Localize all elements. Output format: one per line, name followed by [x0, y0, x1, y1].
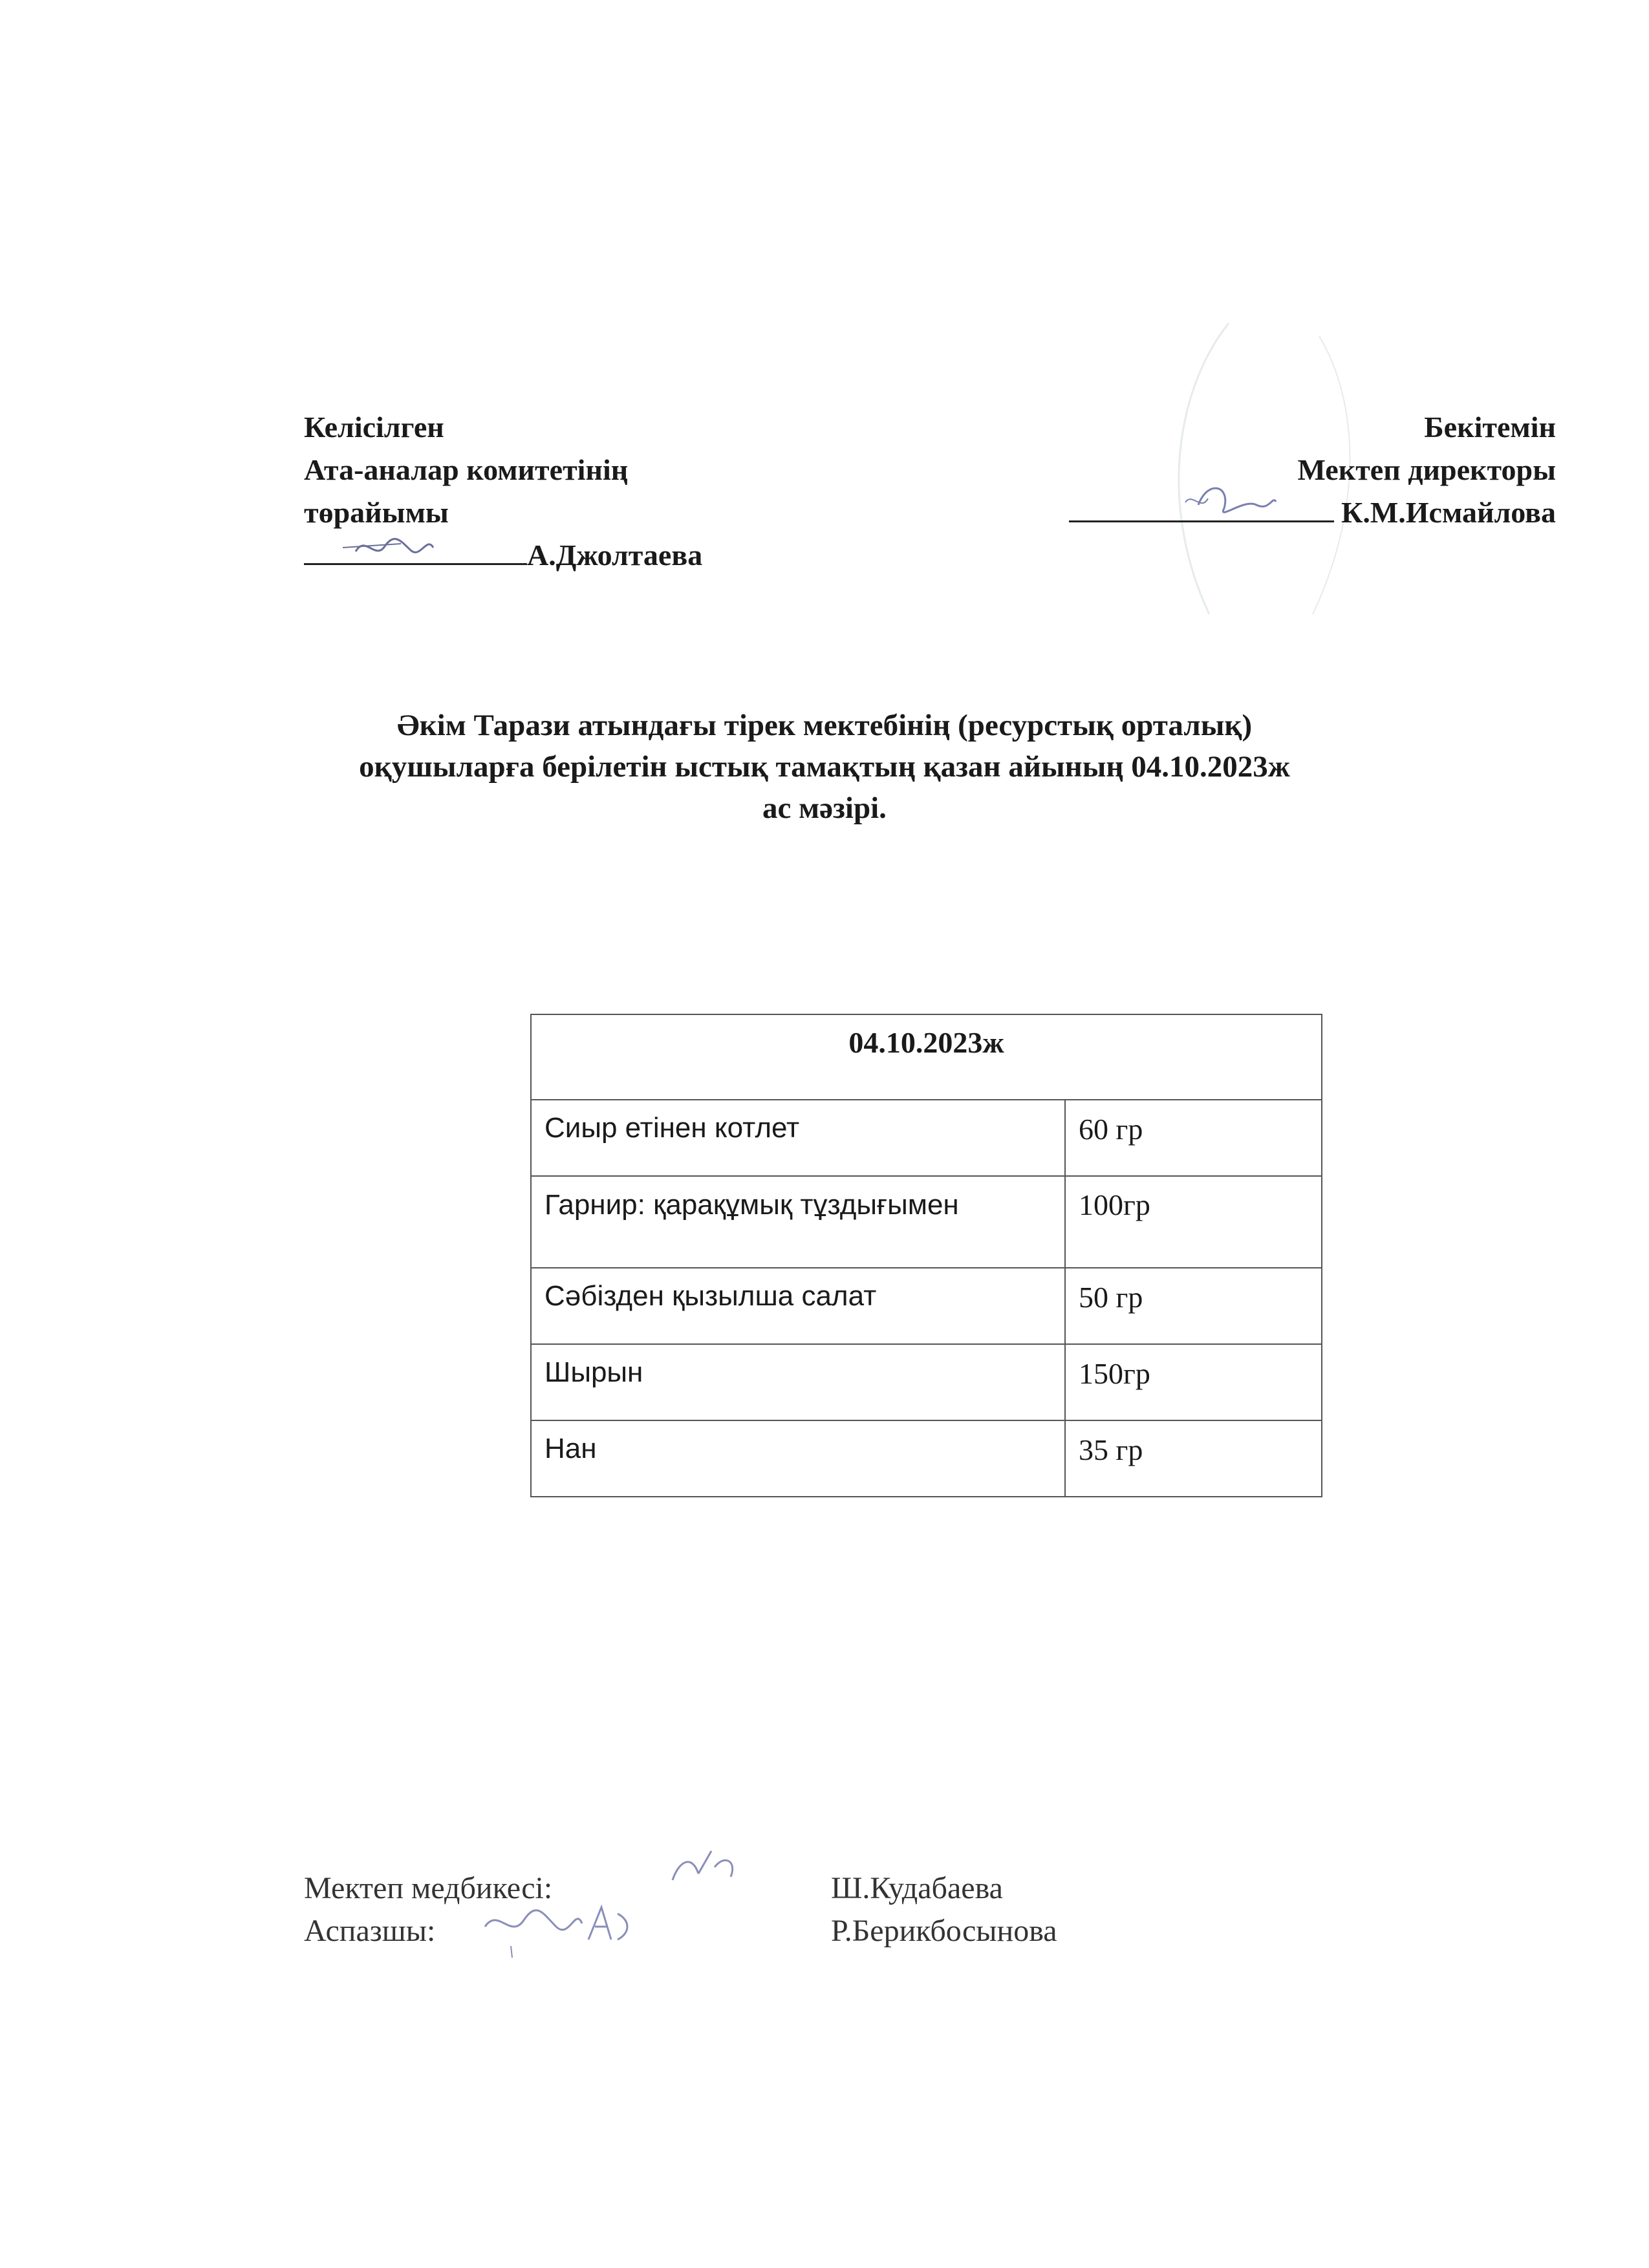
approval-right-line1: Бекітемін — [1424, 411, 1556, 444]
table-row — [531, 1100, 1322, 1176]
approval-right — [1069, 406, 1557, 534]
menu-amount: 50 гр — [1065, 1268, 1322, 1344]
title-line3: ас мәзірі. — [762, 791, 887, 825]
table-header-date: 04.10.2023ж — [531, 1014, 1322, 1100]
title-line2: оқушыларға берілетін ыстық тамақтың қазан айының 04.10.2023ж — [359, 750, 1290, 784]
approval-right-name: К.М.Исмайлова — [1341, 496, 1556, 529]
signature-scribble-icon — [1069, 473, 1282, 524]
approval-left-name: А.Джолтаева — [527, 539, 703, 572]
menu-item: Нан — [531, 1420, 1065, 1497]
approval-left-line2: Ата-аналар комитетінің — [304, 453, 629, 486]
table-header-row — [531, 1014, 1322, 1100]
nurse-role: Мектеп медбикесі: — [304, 1871, 553, 1905]
cook-role: Аспазшы: — [304, 1914, 436, 1948]
signature-underline — [1069, 495, 1334, 522]
table-row — [531, 1420, 1322, 1497]
table-row — [531, 1268, 1322, 1344]
menu-amount: 35 гр — [1065, 1420, 1322, 1497]
signature-underline — [304, 537, 527, 565]
table-row — [531, 1176, 1322, 1268]
approval-right-line2: Мектеп директоры — [1297, 453, 1556, 486]
approval-left-line1: Келісілген — [304, 411, 444, 444]
menu-amount: 60 гр — [1065, 1100, 1322, 1176]
approval-left-signature-line — [304, 534, 702, 577]
menu-table — [530, 1014, 1322, 1497]
title-line1: Әкім Тарази атындағы тірек мектебінің (ресурстық орталық) — [396, 709, 1253, 742]
approval-left-line3: төрайымы — [304, 496, 449, 529]
cook-name: Р.Берикбосынова — [831, 1914, 1057, 1948]
nurse-name: Ш.Кудабаева — [831, 1871, 1003, 1905]
menu-amount: 100гр — [1065, 1176, 1322, 1268]
signature-scribble-icon — [472, 1894, 640, 1959]
page-title — [0, 705, 1649, 829]
menu-item: Сиыр етінен котлет — [531, 1100, 1065, 1176]
menu-amount: 150гр — [1065, 1344, 1322, 1420]
signature-scribble-icon — [653, 1841, 757, 1899]
approval-left — [304, 406, 702, 577]
signature-scribble-icon — [304, 528, 453, 567]
menu-item: Сәбізден қызылша салат — [531, 1268, 1065, 1344]
approval-right-signature-line — [1069, 491, 1557, 534]
table-row — [531, 1344, 1322, 1420]
menu-item: Шырын — [531, 1344, 1065, 1420]
menu-item: Гарнир: қарақұмық тұздығымен — [531, 1176, 1065, 1268]
